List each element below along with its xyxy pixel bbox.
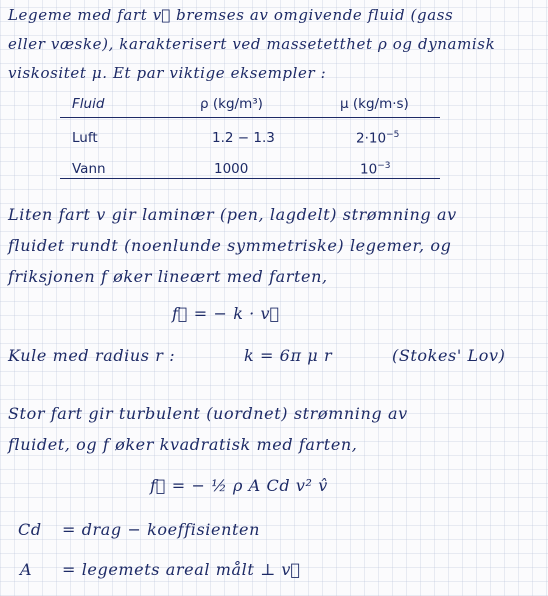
stokes-label: Kule med radius r : <box>8 346 176 365</box>
table-cell-rho-luft: 1.2 − 1.3 <box>212 130 275 146</box>
intro-line-2: eller væske), karakterisert ved massetetthet ρ og dynamisk <box>8 35 496 53</box>
intro-line-3: viskositet μ. Et par viktige eksempler : <box>8 64 327 82</box>
definition-symbol-cd: Cd <box>18 520 42 539</box>
definition-text-cd: = drag − koeffisienten <box>62 520 261 539</box>
laminar-formula: f⃗ = − k · v⃗ <box>172 304 280 323</box>
turbulent-line-1: Stor fart gir turbulent (uordnet) strømning av <box>8 404 408 423</box>
stokes-note: (Stokes' Lov) <box>392 346 506 365</box>
table-bottom-rule <box>60 178 440 179</box>
definition-symbol-a: A <box>20 560 33 579</box>
intro-line-1: Legeme med fart v⃗ bremses av omgivende fluid (gass <box>8 6 454 24</box>
table-cell-mu-vann: $10^{-3}$ <box>360 161 391 178</box>
table-header-rule <box>60 117 440 118</box>
laminar-line-2: fluidet rundt (noenlunde symmetriske) legemer, og <box>8 236 452 255</box>
table-header-rho: ρ (kg/m³) <box>200 96 263 112</box>
table-header-fluid: Fluid <box>72 96 105 112</box>
table-cell-rho-vann: 1000 <box>214 161 249 177</box>
table-header-mu: μ (kg/m·s) <box>340 96 409 112</box>
laminar-line-1: Liten fart v gir laminær (pen, lagdelt) strømning av <box>8 205 457 224</box>
table-cell-fluid-vann: Vann <box>72 161 106 177</box>
table-cell-mu-luft: $2\cdot 10^{-5}$ <box>356 130 400 147</box>
table-cell-fluid-luft: Luft <box>72 130 98 146</box>
turbulent-formula: f⃗ = − ½ ρ A Cd v² v̂ <box>150 476 328 495</box>
stokes-formula: k = 6π μ r <box>244 346 333 365</box>
turbulent-line-2: fluidet, og f øker kvadratisk med farten, <box>8 435 358 454</box>
laminar-line-3: friksjonen f øker lineært med farten, <box>8 267 328 286</box>
definition-text-a: = legemets areal målt ⊥ v⃗ <box>62 560 301 579</box>
